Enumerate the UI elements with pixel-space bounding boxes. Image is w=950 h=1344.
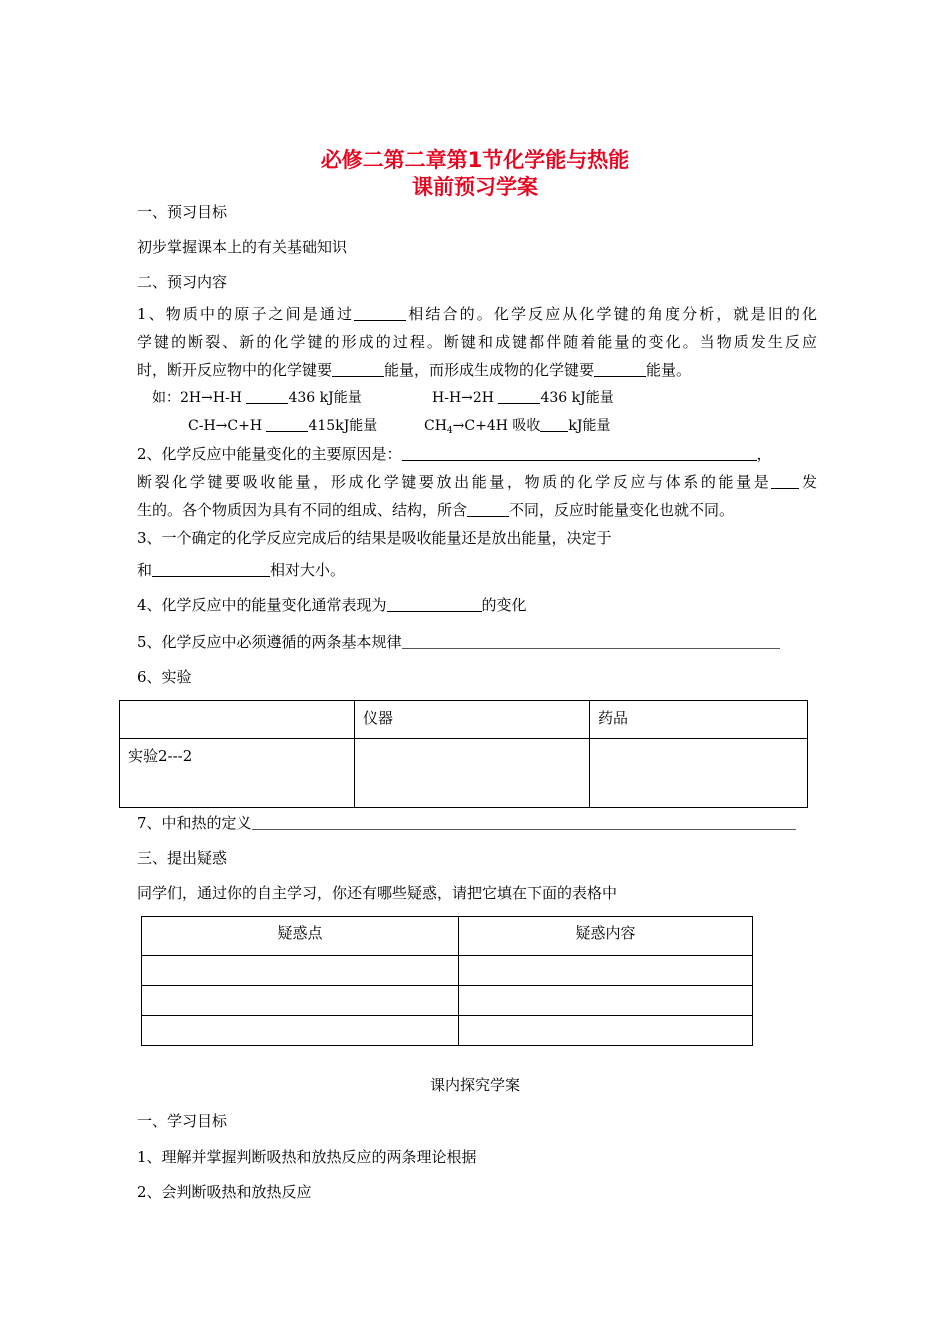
doubts-point-cell[interactable]	[142, 1016, 459, 1046]
example-1b: H-H→2H 436 kJ能量	[432, 390, 614, 406]
q1-line1: 1、物质中的原子之间是通过 相结合的。化学反应从化学键的角度分析，就是旧的化	[137, 305, 817, 323]
experiment-table-row	[120, 739, 808, 808]
experiment-header-empty	[120, 701, 355, 739]
q4-blank-1[interactable]	[387, 597, 482, 612]
doubts-content-cell[interactable]	[459, 956, 753, 986]
experiment-row-label: 实验2---2	[120, 739, 355, 808]
doubts-point-cell[interactable]	[142, 956, 459, 986]
doc-title-line2: 课前预习学案	[412, 175, 538, 199]
q4-line: 4、化学反应中的能量变化通常表现为 的变化	[137, 596, 527, 614]
table-row	[142, 986, 753, 1016]
section1-body: 初步掌握课本上的有关基础知识	[137, 238, 348, 256]
q1-blank-3[interactable]	[594, 362, 646, 377]
doc-title-line1: 必修二第二章第1节化学能与热能	[320, 148, 630, 172]
q3-line2: 和 相对大小。	[137, 561, 346, 579]
example-blank-4[interactable]	[540, 417, 568, 432]
section3-prompt: 同学们，通过你的自主学习，你还有哪些疑惑，请把它填在下面的表格中	[137, 884, 618, 902]
doubts-header-content: 疑惑内容	[459, 917, 753, 956]
doubts-header-point: 疑惑点	[142, 917, 459, 956]
doubts-table	[141, 916, 753, 1046]
q2-blank-3[interactable]	[467, 502, 509, 517]
doubts-content-cell[interactable]	[459, 1016, 753, 1046]
experiment-apparatus-cell[interactable]	[355, 739, 590, 808]
example-blank-2[interactable]	[498, 389, 540, 404]
q1-line2: 学键的断裂、新的化学键的形成的过程。断键和成键都伴随着能量的变化。当物质发生反应	[137, 333, 817, 351]
q2-line2: 断裂化学键要吸收能量，形成化学键要放出能量，物质的化学反应与体系的能量是 发	[137, 473, 817, 491]
q2-blank-2[interactable]	[771, 474, 799, 489]
example-2b: $CH_4\to C+4H$ 吸收 kJ能量	[424, 418, 611, 436]
part2-heading: 一、学习目标	[137, 1112, 228, 1130]
q6-label: 6、实验	[137, 668, 192, 686]
experiment-header-apparatus: 仪器	[355, 701, 590, 739]
q1-line3: 时，断开反应物中的化学键要 能量，而形成生成物的化学键要 能量。	[137, 361, 692, 379]
experiment-header-reagents: 药品	[590, 701, 808, 739]
table-row	[142, 1016, 753, 1046]
q2-blank-1[interactable]	[402, 446, 757, 461]
part2-title: 课内探究学案	[429, 1076, 520, 1094]
section3-heading: 三、提出疑惑	[137, 849, 228, 867]
example-1a: 如：2H→H-H 436 kJ能量	[152, 390, 362, 406]
q7-line: 7、中和热的定义	[137, 814, 796, 832]
example-blank-3[interactable]	[266, 417, 308, 432]
part2-item-2: 2、会判断吸热和放热反应	[137, 1183, 312, 1201]
table-row	[142, 956, 753, 986]
q3-blank-1[interactable]	[152, 562, 270, 577]
doubts-point-cell[interactable]	[142, 986, 459, 1016]
section2-heading: 二、预习内容	[137, 273, 228, 291]
experiment-reagents-cell[interactable]	[590, 739, 808, 808]
q1-blank-2[interactable]	[332, 362, 384, 377]
experiment-table-header-row	[120, 701, 808, 739]
doubts-table-header-row	[142, 917, 753, 956]
q2-line3: 生的。各个物质因为具有不同的组成、结构，所含 不同，反应时能量变化也就不同。	[137, 501, 735, 519]
part2-item-1: 1、理解并掌握判断吸热和放热反应的两条理论根据	[137, 1148, 477, 1166]
q2-line1: 2、化学反应中能量变化的主要原因是： ，	[137, 445, 772, 463]
q1-blank-1[interactable]	[354, 306, 406, 321]
experiment-table	[119, 700, 808, 808]
example-blank-1[interactable]	[246, 389, 288, 404]
section1-heading: 一、预习目标	[137, 203, 228, 221]
example-2a: C-H→C+H 415kJ能量	[188, 418, 378, 434]
q3-line1: 3、一个确定的化学反应完成后的结果是吸收能量还是放出能量，决定于	[137, 529, 612, 547]
q7-blank-1[interactable]	[252, 815, 796, 830]
q5-line: 5、化学反应中必须遵循的两条基本规律	[137, 633, 780, 651]
doubts-content-cell[interactable]	[459, 986, 753, 1016]
q5-blank-1[interactable]	[402, 634, 780, 649]
